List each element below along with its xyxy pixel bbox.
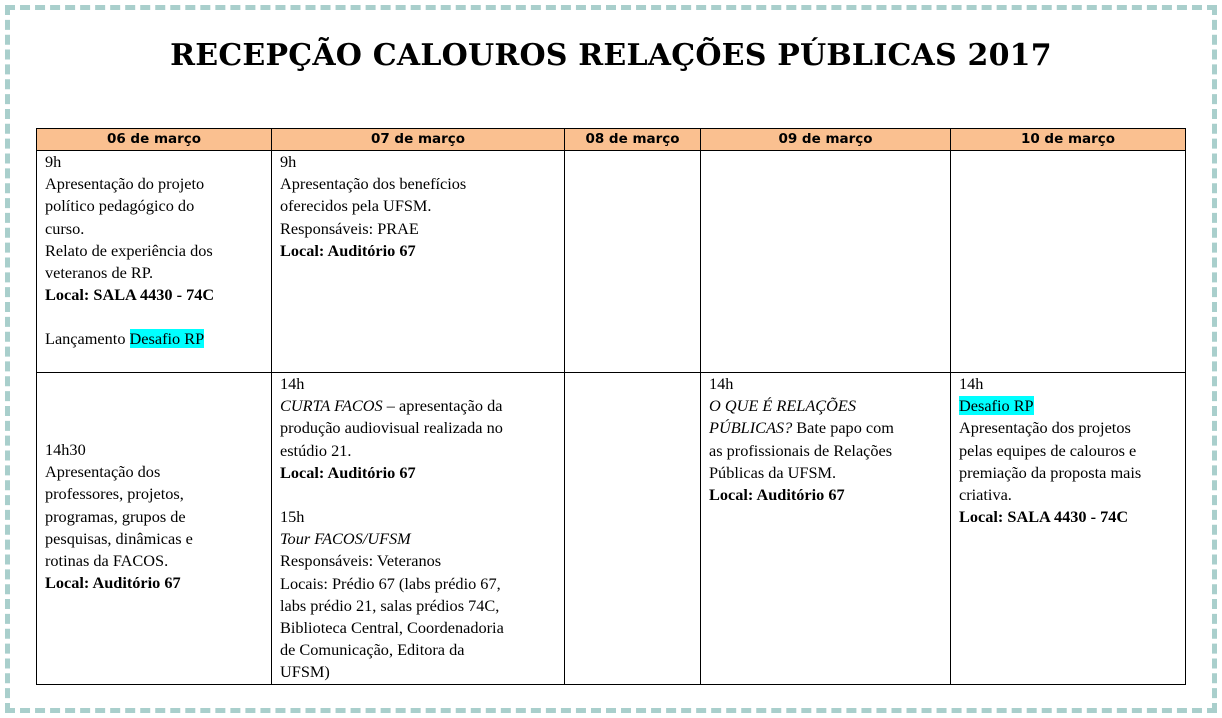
event-text: oferecidos pela UFSM. <box>280 196 432 216</box>
event-location: Local: SALA 4430 - 74C <box>959 507 1129 527</box>
event-time: 9h <box>280 152 297 171</box>
cell-wed-afternoon <box>565 373 701 685</box>
morning-row <box>37 151 1186 373</box>
event-text: curso. <box>45 218 85 238</box>
event-text: Relato de experiência dos <box>45 240 213 260</box>
highlight-desafio-rp: Desafio RP <box>959 396 1034 416</box>
event-text: político pedagógico do <box>45 196 195 216</box>
event-text: estúdio 21. <box>280 440 352 460</box>
header-day-5: 10 de março <box>951 129 1186 151</box>
event-time: 9h <box>45 152 62 171</box>
event-text: Locais: Prédio 67 (labs prédio 67, <box>280 573 501 593</box>
event-time: 14h <box>959 374 984 393</box>
event-text: veteranos de RP. <box>45 263 154 283</box>
event-title: CURTA FACOS <box>280 396 383 416</box>
event-text <box>959 395 1177 417</box>
cell-fri-afternoon <box>951 373 1186 685</box>
event-text <box>280 395 556 417</box>
schedule-table <box>36 128 1186 685</box>
event-text: Apresentação dos projetos <box>959 418 1131 438</box>
event-time: 14h <box>280 374 305 393</box>
event-location: Local: Auditório 67 <box>45 573 181 593</box>
afternoon-row <box>37 373 1186 685</box>
event-location: Local: Auditório 67 <box>280 240 416 260</box>
highlight-desafio-rp: Desafio RP <box>129 329 205 349</box>
event-time: 14h30 <box>45 440 86 459</box>
event-title: Tour FACOS/UFSM <box>280 529 411 549</box>
cell-mon-morning <box>37 151 272 373</box>
event-text: labs prédio 21, salas prédios 74C, <box>280 595 500 615</box>
cell-thu-morning <box>701 151 951 373</box>
header-row <box>37 129 1186 151</box>
cell-mon-afternoon <box>37 373 272 685</box>
event-responsible: Responsáveis: Veteranos <box>280 551 442 571</box>
event-responsible: Responsáveis: PRAE <box>280 218 419 238</box>
event-text: rotinas da FACOS. <box>45 551 169 571</box>
event-text: as profissionais de Relações <box>709 440 893 460</box>
event-title: PÚBLICAS? <box>709 418 793 438</box>
event-text: pelas equipes de calouros e <box>959 440 1137 460</box>
cell-fri-morning <box>951 151 1186 373</box>
header-day-1: 06 de março <box>37 129 272 151</box>
event-text: Biblioteca Central, Coordenadoria <box>280 618 504 638</box>
event-text: Públicas da UFSM. <box>709 462 837 482</box>
cell-thu-afternoon <box>701 373 951 685</box>
header-day-2: 07 de março <box>272 129 565 151</box>
header-day-3: 08 de março <box>565 129 701 151</box>
event-title: O QUE É RELAÇÕES <box>709 396 856 416</box>
event-text: UFSM) <box>280 662 330 682</box>
event-text: criativa. <box>959 485 1012 505</box>
event-text: de Comunicação, Editora da <box>280 640 465 660</box>
event-text: Apresentação dos <box>45 462 161 482</box>
launch-text: Lançamento <box>45 329 130 349</box>
cell-tue-afternoon <box>272 373 565 685</box>
event-text <box>709 417 942 439</box>
event-location: Local: Auditório 67 <box>280 462 416 482</box>
event-text: pesquisas, dinâmicas e <box>45 528 193 548</box>
event-text: professores, projetos, <box>45 484 184 504</box>
event-text: Apresentação do projeto <box>45 174 205 194</box>
cell-wed-morning <box>565 151 701 373</box>
event-text: programas, grupos de <box>45 506 186 526</box>
event-text: premiação da proposta mais <box>959 462 1142 482</box>
event-location: Local: Auditório 67 <box>709 485 845 505</box>
event-time: 15h <box>280 507 305 527</box>
header-day-4: 09 de março <box>701 129 951 151</box>
event-text: produção audiovisual realizada no <box>280 418 503 438</box>
event-desc: Bate papo com <box>792 418 894 438</box>
event-text: Apresentação dos benefícios <box>280 174 467 194</box>
event-time: 14h <box>709 374 734 393</box>
page-title: RECEPÇÃO CALOUROS RELAÇÕES PÚBLICAS 2017 <box>170 38 1052 73</box>
event-location: Local: SALA 4430 - 74C <box>45 285 215 305</box>
event-desc: – apresentação da <box>382 396 503 416</box>
cell-tue-morning <box>272 151 565 373</box>
event-text <box>45 328 263 350</box>
